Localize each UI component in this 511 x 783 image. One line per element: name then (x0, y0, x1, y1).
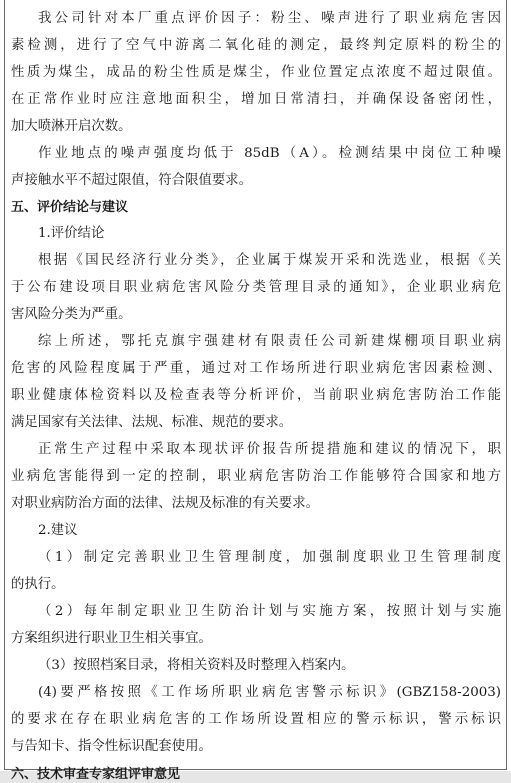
paragraph-line: 职业健康体检资料以及检查表等分析评价，当前职业病危害防治工作能 (11, 388, 501, 403)
paragraph-line: 害风险分类为严重。 (11, 307, 132, 322)
paragraph-line: (4)要严格按照《工作场所职业病危害警示标识》(GBZ158-2003) (38, 685, 501, 700)
paragraph-line: 声接触水平不超过限值，符合限值要求。 (11, 173, 253, 188)
section-heading-5: 五、评价结论与建议 (11, 200, 129, 215)
paragraph-line: 作业地点的噪声强度均低于 85dB（A）。检测结果中岗位工种噪 (38, 146, 501, 161)
paragraph-line: 在正常作业时应注意地面积尘，增加日常清扫，并确保设备密闭性， (11, 92, 501, 107)
subheading-suggestions: 2.建议 (38, 523, 78, 538)
paragraph-line: 根据《国民经济行业分类》，企业属于煤炭开采和洗选业，根据《关 (38, 253, 501, 268)
paragraph-line: 素检测，进行了空气中游离二氧化硅的测定，最终判定原料的粉尘的 (11, 38, 501, 53)
paragraph-line: 危害的风险程度属于严重，通过对工作场所进行职业病危害因素检测、 (11, 361, 501, 376)
paragraph-line: 正常生产过程中采取本现状评价报告所提措施和建议的情况下，职 (38, 442, 501, 457)
paragraph-line: 我公司针对本厂重点评价因子：粉尘、噪声进行了职业病危害因 (38, 11, 501, 26)
paragraph-line: 满足国家有关法律、法规、标准、规范的要求。 (11, 415, 293, 430)
page-border (4, 0, 507, 770)
paragraph-line: 性质为煤尘，成品的粉尘性质是煤尘，作业位置定点浓度不超过限值。 (11, 65, 501, 80)
paragraph-line: 的要求在存在职业病危害的工作场所设置相应的警示标识，警示标识 (11, 712, 501, 727)
paragraph-line: （1）制定完善职业卫生管理制度，加强制度职业卫生管理制度 (38, 550, 501, 565)
paragraph-line: 的执行。 (11, 577, 65, 592)
paragraph-line: 加大喷淋开启次数。 (11, 119, 132, 134)
paragraph-line: （3）按照档案目录，将相关资料及时整理入档案内。 (38, 658, 355, 673)
paragraph-line: 对职业病防治方面的法律、法规及标准的有关要求。 (11, 496, 319, 511)
paragraph-line: 综上所述，鄂托克旗宇强建材有限责任公司新建煤棚项目职业病 (38, 334, 501, 349)
section-heading-6: 六、技术审查专家组评审意见 (11, 767, 181, 782)
subheading-conclusion: 1.评价结论 (38, 226, 105, 241)
paragraph-line: 于公布建设项目职业病危害风险分类管理目录的通知》，企业职业病危 (11, 280, 501, 295)
paragraph-line: 与告知卡、指令性标识配套使用。 (11, 739, 212, 754)
paragraph-line: 方案组织进行职业卫生相关事宜。 (11, 631, 212, 646)
paragraph-line: （2）每年制定职业卫生防治计划与实施方案，按照计划与实施 (38, 604, 501, 619)
paragraph-line: 业病危害能得到一定的控制，职业病危害防治工作能够符合国家和地方 (11, 469, 501, 484)
